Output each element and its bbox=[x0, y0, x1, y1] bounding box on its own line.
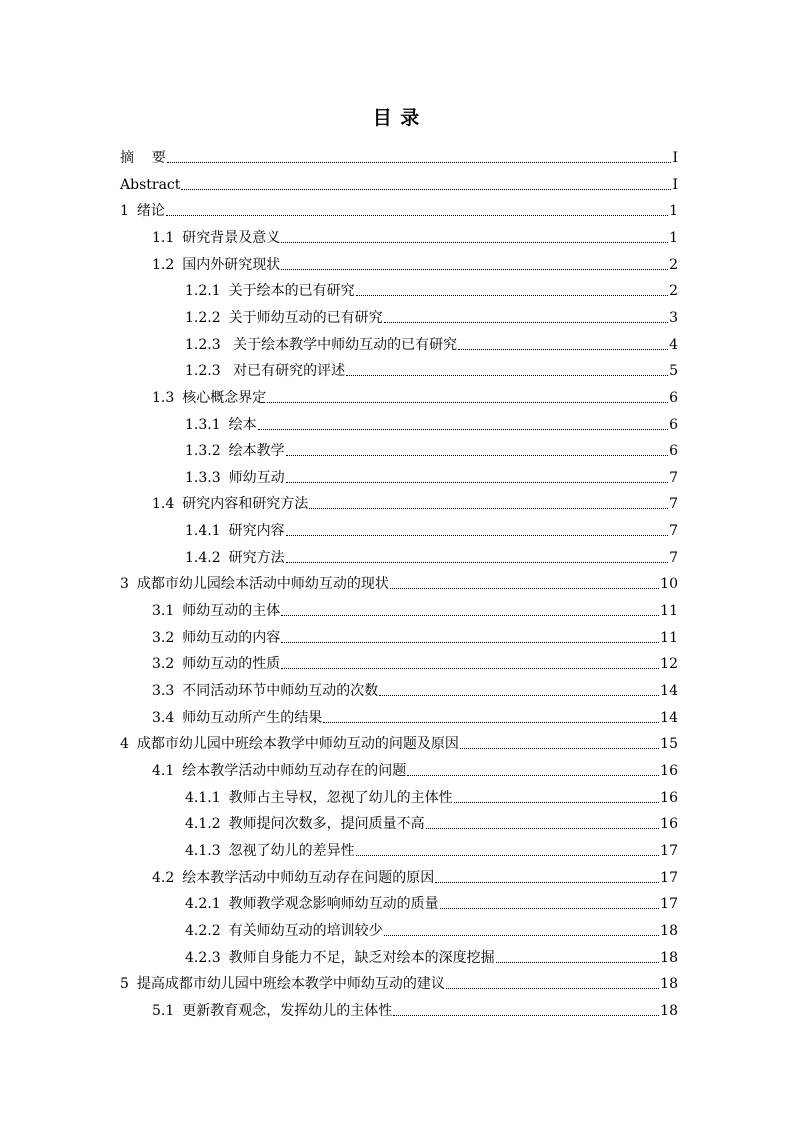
toc-entry-title: 提高成都市幼儿园中班绘本教学中师幼互动的建议 bbox=[136, 976, 445, 993]
toc-page-number: 1 bbox=[669, 229, 678, 246]
toc-entry-title: 研究背景及意义 bbox=[182, 229, 281, 246]
toc-entry-title: 关于师幼互动的已有研究 bbox=[228, 309, 383, 326]
toc-entry-title: 核心概念界定 bbox=[182, 389, 267, 406]
toc-leader-dots bbox=[286, 535, 668, 536]
toc-entry-title: 关于绘本教学中师幼互动的已有研究 bbox=[228, 336, 458, 353]
toc-page-number: 6 bbox=[669, 389, 678, 406]
toc-entry[interactable] bbox=[185, 836, 678, 860]
toc-entry-number: 3 bbox=[120, 576, 129, 593]
toc-entry[interactable] bbox=[152, 383, 678, 407]
toc-entry-number: 1.4 bbox=[152, 496, 175, 513]
toc-entry-title: 忽视了幼儿的差异性 bbox=[228, 842, 355, 859]
toc-entry[interactable] bbox=[185, 463, 678, 487]
toc-entry-title: 绘本教学活动中师幼互动存在的问题 bbox=[182, 762, 407, 779]
toc-entry-number: 1.2.3 bbox=[185, 363, 221, 380]
toc-entry-number: 1.2.3 bbox=[185, 336, 221, 353]
toc-leader-dots bbox=[407, 775, 659, 776]
toc-entry-title: 研究内容 bbox=[228, 523, 285, 540]
toc-page-number: I bbox=[672, 150, 678, 166]
toc-entry-number: 4.1.3 bbox=[185, 842, 221, 859]
toc-entry-number: 5.1 bbox=[152, 1002, 175, 1019]
toc-page-number: 3 bbox=[669, 309, 678, 326]
toc-entry-title: 教师提问次数多，提问质量不高 bbox=[228, 816, 425, 833]
toc-page-number: 16 bbox=[660, 816, 678, 833]
toc-entry-title: 师幼互动的内容 bbox=[182, 629, 281, 646]
toc-entry-title: 更新教育观念，发挥幼儿的主体性 bbox=[182, 1002, 393, 1019]
toc-page-number: 17 bbox=[660, 869, 678, 886]
toc-entry-title: 对已有研究的评述 bbox=[228, 363, 346, 380]
toc-page-number: 14 bbox=[660, 683, 678, 699]
toc-page-number: 6 bbox=[669, 443, 678, 460]
toc-leader-dots bbox=[286, 455, 668, 456]
toc-page-number: 18 bbox=[660, 1002, 678, 1019]
toc-entry[interactable] bbox=[185, 943, 678, 967]
toc-entry-number: 1.4.2 bbox=[185, 549, 221, 566]
toc-entry[interactable] bbox=[152, 649, 678, 673]
toc-leader-dots bbox=[286, 562, 668, 563]
toc-entry-number: 4.2 bbox=[152, 869, 175, 886]
toc-entry-number: 3.3 bbox=[152, 683, 175, 699]
toc-entry[interactable] bbox=[185, 809, 678, 833]
toc-page-number: 17 bbox=[660, 896, 678, 913]
toc-entry-number: 3.1 bbox=[152, 603, 175, 620]
toc-entry-title: 研究方法 bbox=[228, 549, 285, 566]
toc-leader-dots bbox=[267, 402, 668, 403]
toc-page-number: 7 bbox=[669, 469, 678, 486]
toc-entry[interactable] bbox=[185, 276, 678, 300]
toc-page-number: 18 bbox=[660, 976, 678, 993]
toc-entry-number: 1.3 bbox=[152, 389, 175, 406]
toc-page-number: 7 bbox=[669, 523, 678, 540]
toc-entry[interactable] bbox=[152, 223, 678, 247]
toc-leader-dots bbox=[281, 242, 668, 243]
toc-leader-dots bbox=[435, 882, 659, 883]
toc-leader-dots bbox=[323, 722, 659, 723]
toc-leader-dots bbox=[281, 642, 659, 643]
toc-page-number: 15 bbox=[660, 736, 678, 753]
toc-entry-number: 4.1 bbox=[152, 762, 175, 779]
toc-entry[interactable] bbox=[185, 516, 678, 540]
toc-entry[interactable] bbox=[152, 996, 678, 1020]
toc-entry[interactable] bbox=[120, 170, 678, 194]
toc-leader-dots bbox=[446, 988, 659, 989]
toc-entry[interactable] bbox=[185, 436, 678, 460]
toc-entry-title: 师幼互动所产生的结果 bbox=[182, 709, 323, 726]
toc-leader-dots bbox=[454, 802, 660, 803]
toc-entry-number: 4 bbox=[120, 736, 129, 753]
toc-leader-dots bbox=[166, 215, 668, 216]
toc-entry-title: 绘本教学活动中师幼互动存在问题的原因 bbox=[182, 869, 435, 886]
toc-entry[interactable] bbox=[152, 676, 678, 700]
toc-page-number: I bbox=[672, 176, 678, 193]
toc-page-number: 7 bbox=[669, 549, 678, 566]
toc-leader-dots bbox=[426, 828, 660, 829]
toc-page-number: 17 bbox=[660, 842, 678, 859]
toc-entry[interactable] bbox=[152, 489, 678, 513]
toc-entry-number: 1.2.2 bbox=[185, 309, 221, 326]
toc-leader-dots bbox=[384, 322, 668, 323]
toc-entry[interactable] bbox=[185, 543, 678, 567]
toc-entry[interactable] bbox=[185, 783, 678, 807]
toc-entry-number: 4.2.3 bbox=[185, 949, 221, 966]
toc-entry[interactable] bbox=[152, 703, 678, 727]
toc-page-number: 6 bbox=[669, 416, 678, 433]
toc-entry[interactable] bbox=[185, 330, 678, 354]
toc-leader-dots bbox=[167, 162, 672, 163]
toc-page-number: 16 bbox=[660, 762, 678, 779]
toc-page-number: 14 bbox=[660, 709, 678, 726]
toc-entry[interactable] bbox=[185, 889, 678, 913]
toc-entry[interactable] bbox=[120, 143, 678, 167]
toc-page-number: 2 bbox=[669, 283, 678, 300]
toc-page-number: 4 bbox=[669, 336, 678, 353]
toc-entry-title: 成都市幼儿园绘本活动中师幼互动的现状 bbox=[136, 576, 389, 593]
toc-entry[interactable] bbox=[152, 250, 678, 274]
toc-entry[interactable] bbox=[120, 969, 678, 993]
toc-leader-dots bbox=[356, 295, 668, 296]
toc-entry[interactable] bbox=[185, 916, 678, 940]
toc-entry-title: 研究内容和研究方法 bbox=[182, 496, 309, 513]
toc-entry-number: 4.1.2 bbox=[185, 816, 221, 833]
toc-entry[interactable] bbox=[120, 196, 678, 220]
toc-leader-dots bbox=[258, 429, 668, 430]
toc-page-number: 10 bbox=[660, 576, 678, 593]
toc-entry-title: 成都市幼儿园中班绘本教学中师幼互动的问题及原因 bbox=[136, 736, 459, 753]
toc-entry-number: 1.3.2 bbox=[185, 443, 221, 460]
toc-entry-number: 4.2.2 bbox=[185, 922, 221, 939]
toc-entry-number: 1.3.1 bbox=[185, 416, 221, 433]
toc-entry-title: 绪论 bbox=[136, 203, 165, 220]
toc-leader-dots bbox=[390, 588, 659, 589]
toc-entry-number: 1.2.1 bbox=[185, 283, 221, 300]
toc-page-number: 11 bbox=[660, 629, 678, 646]
toc-entry-title: 有关师幼互动的培训较少 bbox=[228, 922, 383, 939]
toc-entry[interactable] bbox=[152, 863, 678, 887]
toc-entry-title: 绘本教学 bbox=[228, 443, 285, 460]
toc-entry-number: 1.1 bbox=[152, 229, 175, 246]
toc-leader-dots bbox=[393, 1015, 659, 1016]
toc-leader-dots bbox=[496, 962, 660, 963]
toc-entry-number: 3.2 bbox=[152, 656, 175, 673]
toc-entry-title: 绘本 bbox=[228, 416, 257, 433]
toc-leader-dots bbox=[379, 695, 659, 696]
toc-entry[interactable] bbox=[185, 303, 678, 327]
toc-leader-dots bbox=[286, 482, 668, 483]
toc-leader-dots bbox=[384, 935, 660, 936]
toc-entry[interactable] bbox=[152, 623, 678, 647]
toc-page-number: 12 bbox=[660, 656, 678, 673]
toc-page-number: 2 bbox=[669, 256, 678, 273]
toc-leader-dots bbox=[281, 668, 659, 669]
toc-entry-number: 1.4.1 bbox=[185, 523, 221, 540]
toc-leader-dots bbox=[281, 269, 668, 270]
page-title: 目 录 bbox=[372, 107, 421, 129]
toc-entry-number: 3.2 bbox=[152, 629, 175, 646]
toc-leader-dots bbox=[460, 748, 659, 749]
toc-entry-title: 教师占主导权，忽视了幼儿的主体性 bbox=[228, 789, 453, 806]
toc-entry-number: 1.2 bbox=[152, 256, 175, 273]
toc-entry-number: 5 bbox=[120, 976, 129, 993]
toc-entry[interactable] bbox=[152, 756, 678, 780]
toc-leader-dots bbox=[356, 855, 660, 856]
toc-page-number: 18 bbox=[660, 949, 678, 966]
toc-leader-dots bbox=[309, 508, 668, 509]
toc-page-number: 7 bbox=[669, 496, 678, 513]
toc-entry-title: 关于绘本的已有研究 bbox=[228, 283, 355, 300]
toc-entry[interactable] bbox=[152, 596, 678, 620]
toc-page-number: 18 bbox=[660, 922, 678, 939]
toc-entry-title: 不同活动环节中师幼互动的次数 bbox=[182, 683, 379, 699]
toc-entry[interactable] bbox=[120, 729, 678, 753]
toc-page-number: 1 bbox=[669, 203, 678, 220]
toc-entry-number: 摘 要 bbox=[120, 150, 166, 166]
toc-entry-number: 1.3.3 bbox=[185, 469, 221, 486]
toc-leader-dots bbox=[346, 375, 668, 376]
toc-entry-title: 师幼互动的主体 bbox=[182, 603, 281, 620]
toc-page-number: 5 bbox=[669, 363, 678, 380]
toc-entry[interactable] bbox=[185, 410, 678, 434]
toc-entry-title: 师幼互动 bbox=[228, 469, 285, 486]
toc-leader-dots bbox=[181, 189, 671, 190]
toc-leader-dots bbox=[458, 349, 668, 350]
toc-entry-number: 4.2.1 bbox=[185, 896, 221, 913]
toc-entry-title: 教师自身能力不足，缺乏对绘本的深度挖掘 bbox=[228, 949, 495, 966]
toc-page-number: 16 bbox=[660, 789, 678, 806]
toc-entry-title: 教师教学观念影响师幼互动的质量 bbox=[228, 896, 439, 913]
toc-entry-number: 1 bbox=[120, 203, 129, 220]
toc-entry-number: 3.4 bbox=[152, 709, 175, 726]
toc-page-number: 11 bbox=[660, 603, 678, 620]
toc-leader-dots bbox=[281, 615, 659, 616]
toc-entry[interactable] bbox=[185, 356, 678, 380]
toc-leader-dots bbox=[440, 908, 660, 909]
toc-entry-title: 师幼互动的性质 bbox=[182, 656, 281, 673]
toc-entry-title: 国内外研究现状 bbox=[182, 256, 281, 273]
toc-entry-number: Abstract bbox=[120, 176, 181, 193]
toc-entry-number: 4.1.1 bbox=[185, 789, 221, 806]
toc-entry[interactable] bbox=[120, 569, 678, 593]
